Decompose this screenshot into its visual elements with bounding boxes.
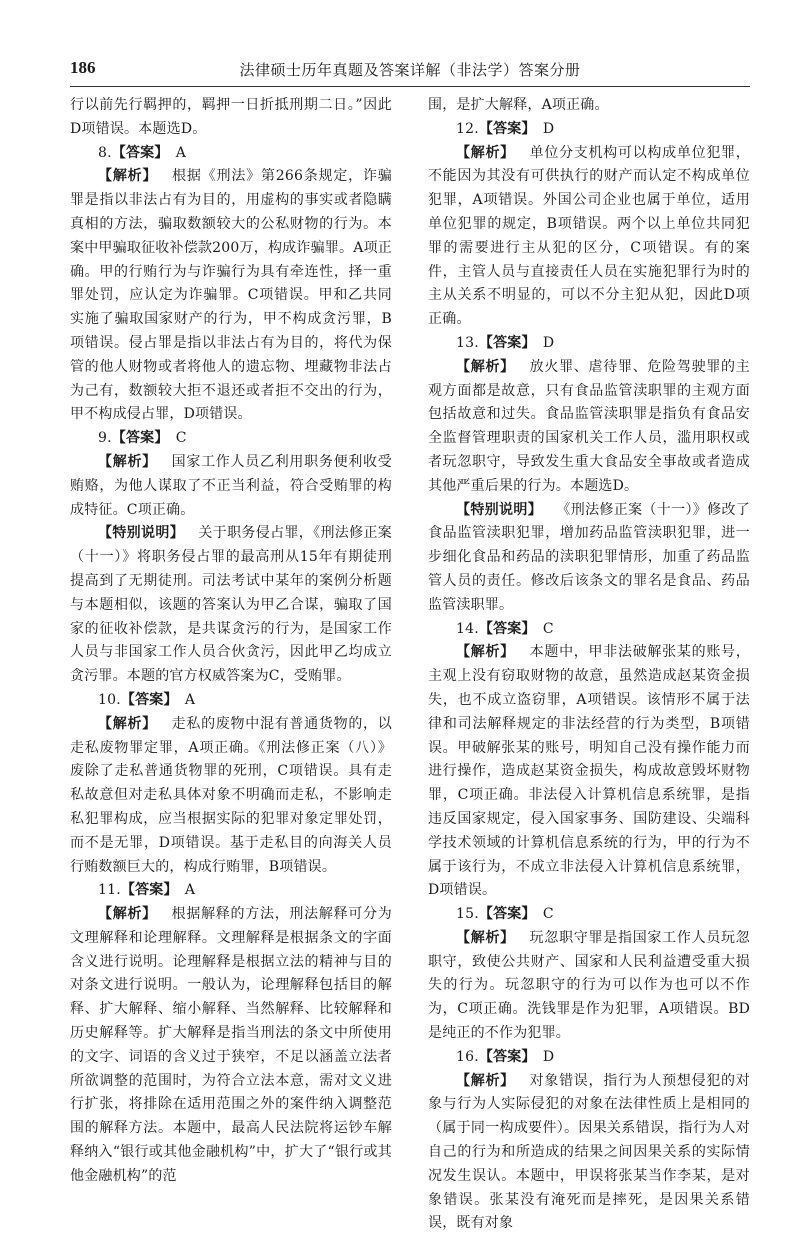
- answer-tag: 【答案】: [111, 144, 169, 161]
- question-number: 9.: [98, 430, 112, 447]
- question-number: 11.: [98, 882, 121, 899]
- analysis-tag: 【解析】: [98, 453, 157, 470]
- answer-value: A: [177, 691, 196, 708]
- paragraph-text: 对象错误，指行为人预想侵犯的对象与行为人实际侵犯的对象在法律性质上是相同的（属于同一构成要件）。因果关系错误，指行为人对自己的行为和所造成的结果之间因果关系的实际情况发生误认。本题中，甲误将张某当作李某，是对象错误。张某没有淹死而是摔死，是因果关系错误，既有对象: [428, 1072, 750, 1232]
- answer-value: A: [168, 144, 187, 161]
- paragraph-text: 《刑法修正案（十一）》修改了食品监管渎职犯罪，增加药品监管渎职犯罪，进一步细化食品和药品的渎职犯罪情形，加重了药品监管人员的责任。修改后该条文的罪名是食品、药品监管渎职罪。: [428, 501, 751, 613]
- answer-line: [428, 332, 750, 356]
- answer-value: C: [535, 906, 554, 923]
- paragraph-text: 根据解释的方法，刑法解释可分为文理解释和论理解释。文理解释是根据条文的字面含义进行说明。论理解释是根据立法的精神与目的对条文进行说明。一般认为，论理解释包括目的解释、扩大解释、缩小解释、当然解释、比较解释和历史解释等。扩大解释是指当刑法的条文中所使用的文字、词语的含义过于狭窄，不足以涵盖立法者所欲调整的范围时，为符合立法本意，需对文义进行扩张，将排除在适用范围之外的案件纳入调整范围的解释方法。本题中，最高人民法院将运钞车解释纳入“银行或其他金融机构”中，扩大了“银行或其他金融机构”的范: [70, 906, 392, 1184]
- page-header: [70, 54, 750, 87]
- answer-line: [428, 118, 750, 142]
- answer-line: [428, 903, 750, 927]
- answer-line: [70, 142, 392, 166]
- answer-value: A: [177, 882, 196, 899]
- analysis-tag: 【解析】: [98, 715, 157, 732]
- special-note-tag: 【特别说明】: [98, 525, 185, 542]
- answer-tag: 【答案】: [478, 1048, 536, 1065]
- answer-tag: 【答案】: [478, 620, 536, 637]
- answer-tag: 【答案】: [478, 334, 536, 351]
- answer-value: C: [535, 620, 554, 637]
- left-column: [70, 94, 392, 1189]
- analysis-paragraph: [70, 165, 392, 427]
- continuation-paragraph: [428, 94, 750, 118]
- answer-value: D: [535, 1048, 555, 1065]
- answer-line: [428, 1046, 750, 1070]
- analysis-paragraph: [70, 713, 392, 880]
- question-number: 8.: [98, 144, 112, 161]
- analysis-tag: 【解析】: [456, 358, 515, 375]
- paragraph-text: 关于职务侵占罪，《刑法修正案（十一）》将职务侵占罪的最高刑从15年有期徒刑提高到了无期徒刑。司法考试中某年的案例分析题与本题相似，该题的答案认为甲乙合谋，骗取了国家的征收补偿款，是共谋贪污的行为，是国家工作人员与非国家工作人员合伙贪污，因此甲乙均成立贪污罪。本题的官方权威答案为C，受贿罪。: [70, 525, 393, 685]
- analysis-tag: 【解析】: [98, 906, 157, 923]
- analysis-tag: 【解析】: [456, 644, 515, 661]
- paragraph-text: 单位分支机构可以构成单位犯罪，不能因为其没有可供执行的财产而认定不构成单位犯罪，A项错误。外国公司企业也属于单位，适用单位犯罪的规定，B项错误。两个以上单位共同犯罪的需要进行主从犯的区分，C项错误。有的案件，主管人员与直接责任人员在实施犯罪行为时的主从关系不明显的，可以不分主犯从犯，因此D项正确。: [428, 144, 750, 328]
- answer-tag: 【答案】: [478, 906, 536, 923]
- question-number: 12.: [456, 120, 479, 137]
- paragraph-text: 围，是扩大解释，A项正确。: [428, 97, 609, 113]
- right-column: [428, 94, 750, 1236]
- analysis-tag: 【解析】: [456, 929, 515, 946]
- special-note-tag: 【特别说明】: [456, 501, 543, 518]
- answer-line: [428, 618, 750, 642]
- paragraph-text: 放火罪、虐待罪、危险驾驶罪的主观方面都是故意，只有食品监管渎职罪的主观方面包括故意和过失。食品监管渎职罪是指负有食品安全监督管理职责的国家机关工作人员，滥用职权或者玩忽职守，导致发生重大食品安全事故或者造成其他严重后果的行为。本题选D。: [428, 358, 750, 494]
- continuation-paragraph: [70, 94, 392, 142]
- analysis-paragraph: [428, 927, 750, 1046]
- paragraph-text: 根据《刑法》第266条规定，诈骗罪是指以非法占有为目的，用虚构的事实或者隐瞒真相的方法，骗取数额较大的公私财物的行为。本案中甲骗取征收补偿款200万，构成诈骗罪。A项正确。甲的行贿行为与诈骗行为具有牵连性，择一重罪处罚，应认定为诈骗罪。C项错误。甲和乙共同实施了骗取国家财产的行为，甲不构成贪污罪，B项错误。侵占罪是指以非法占有为目的，将代为保管的他人财物或者将他人的遗忘物、埋藏物非法占为己有，数额较大拒不退还或者拒不交出的行为，甲不构成侵占罪，D项错误。: [70, 168, 392, 423]
- answer-tag: 【答案】: [120, 882, 178, 899]
- paragraph-text: 玩忽职守罪是指国家工作人员玩忽职守，致使公共财产、国家和人民利益遭受重大损失的行为。玩忽职守的行为可以作为也可以不作为，C项正确。洗钱罪是作为犯罪，A项错误。BD是纯正的不作为犯罪。: [428, 929, 750, 1042]
- answer-value: D: [535, 120, 555, 137]
- paragraph-text: 走私的废物中混有普通货物的，以走私废物罪定罪，A项正确。《刑法修正案（八）》废除了走私普通货物罪的死刑，C项错误。具有走私故意但对走私具体对象不明确而走私，不影响走私犯罪构成，应当根据实际的犯罪对象定罪处罚，而不是无罪，D项错误。基于走私目的向海关人员行贿数额巨大的，构成行贿罪，B项错误。: [70, 715, 392, 875]
- question-number: 16.: [456, 1048, 479, 1065]
- analysis-paragraph: [70, 903, 392, 1189]
- running-title: 法律硕士历年真题及答案详解（非法学）答案分册: [239, 61, 581, 79]
- answer-tag: 【答案】: [478, 120, 536, 137]
- special-note-paragraph: [428, 499, 750, 618]
- answer-tag: 【答案】: [120, 691, 178, 708]
- question-number: 14.: [456, 620, 479, 637]
- question-number: 15.: [456, 906, 479, 923]
- answer-line: [70, 427, 392, 451]
- analysis-paragraph: [428, 1070, 750, 1236]
- analysis-tag: 【解析】: [456, 144, 515, 161]
- paragraph-text: 行以前先行羁押的，羁押一日折抵刑期二日。”因此D项错误。本题选D。: [70, 97, 392, 137]
- question-number: 13.: [456, 334, 479, 351]
- answer-tag: 【答案】: [111, 430, 169, 447]
- answer-value: C: [168, 430, 187, 447]
- page-number: 186: [70, 58, 96, 77]
- analysis-paragraph: [70, 451, 392, 522]
- paragraph-text: 国家工作人员乙利用职务便利收受贿赂，为他人谋取了不正当利益，符合受贿罪的构成特征。C项正确。: [70, 453, 392, 518]
- answer-value: D: [535, 334, 555, 351]
- analysis-tag: 【解析】: [98, 168, 158, 185]
- analysis-tag: 【解析】: [456, 1072, 515, 1089]
- question-number: 10.: [98, 691, 121, 708]
- special-note-paragraph: [70, 522, 392, 689]
- answer-line: [70, 689, 392, 713]
- analysis-paragraph: [428, 142, 750, 332]
- answer-line: [70, 879, 392, 903]
- paragraph-text: 本题中，甲非法破解张某的账号，主观上没有窃取财物的故意，虽然造成赵某资金损失，也不成立盗窃罪，A项错误。该情形不属于法律和司法解释规定的非法经营的行为类型，B项错误。甲破解张某的账号，明知自己没有操作能力而进行操作，造成赵某资金损失，构成故意毁坏财物罪，C项正确。非法侵入计算机信息系统罪，是指违反国家规定，侵入国家事务、国防建设、尖端科学技术领域的计算机信息系统的行为，甲的行为不属于该行为，不成立非法侵入计算机信息系统罪，D项错误。: [428, 644, 750, 899]
- analysis-paragraph: [428, 641, 750, 903]
- analysis-paragraph: [428, 356, 750, 499]
